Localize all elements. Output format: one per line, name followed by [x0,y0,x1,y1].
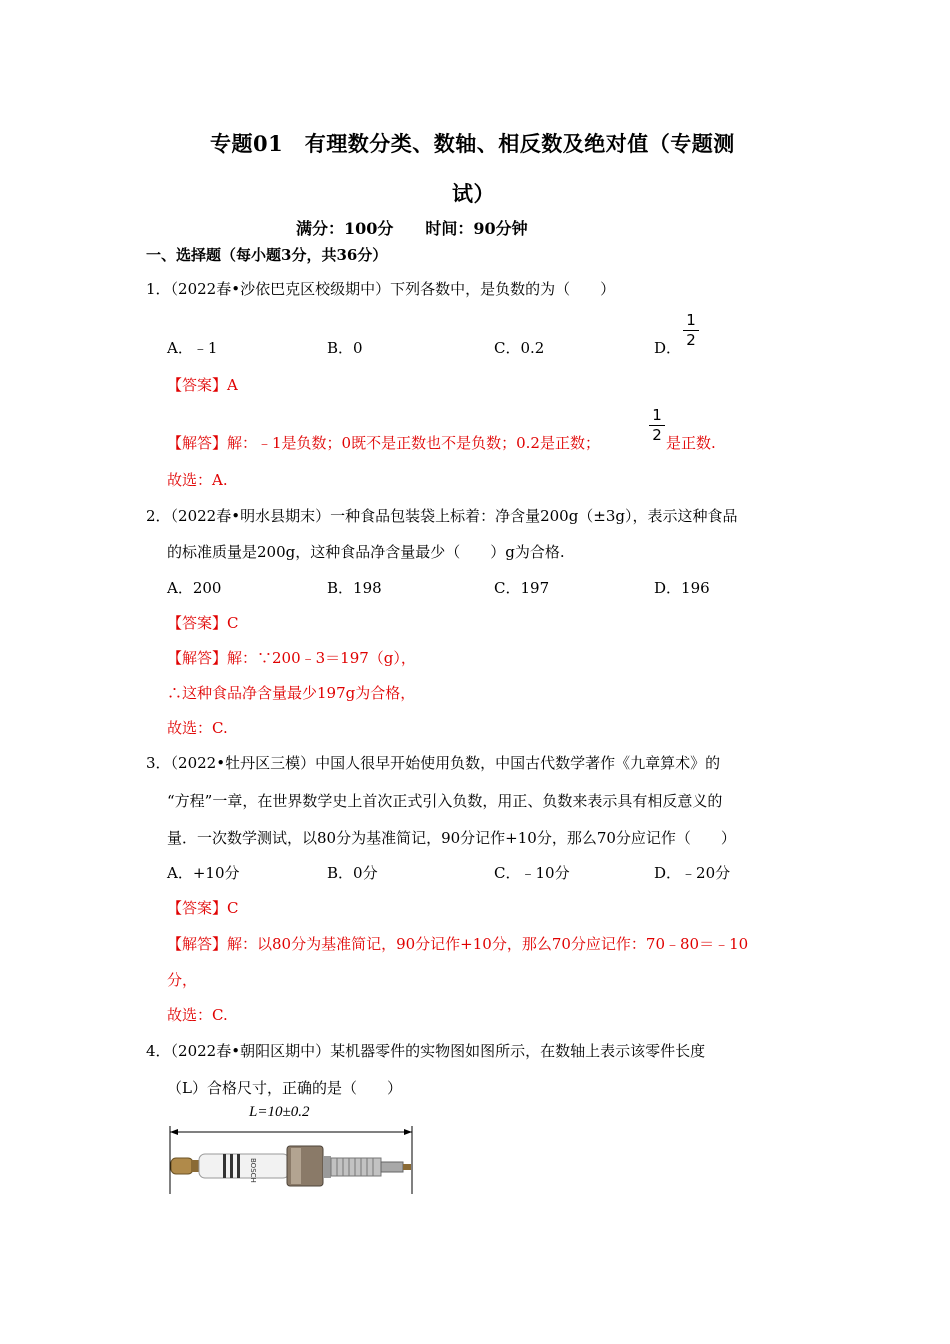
plug-insulator [199,1154,289,1178]
q1-explanation-fraction [649,407,665,444]
q1-option-d-fraction [683,312,699,349]
spark-plug-figure [167,1100,417,1195]
fraction-denominator: 2 [652,426,662,444]
q1-answer: 【答案】A [167,376,238,394]
q2-option-b: B．198 [327,579,382,597]
dimension-label: L=10±0.2 [249,1104,310,1120]
q1-option-b: B．0 [327,339,363,357]
q2-option-a: A．200 [167,579,222,597]
plug-terminal [171,1158,193,1174]
page-title-continued: 试） [452,181,495,206]
page-title: 专题01 有理数分类、数轴、相反数及绝对值（专题测 [210,131,735,156]
q3-answer: 【答案】C [167,899,239,917]
spark-plug-illustration [167,1100,417,1195]
fraction-denominator: 2 [686,331,696,349]
q2-explanation: 【解答】解：∵200﹣3＝197（g）， [167,649,416,667]
fraction-numerator: 1 [652,406,662,424]
question-3-text-cont1: “方程”一章，在世界数学史上首次正式引入负数，用正、负数来表示具有相反意义的 [167,792,723,810]
q1-option-d: D． [654,339,682,357]
exam-meta: 满分：100分 时间：90分钟 [296,219,528,238]
question-4-text-cont: （L）合格尺寸，正确的是（ ） [167,1079,402,1097]
q2-conclusion: 故选：C. [167,719,228,737]
question-4-text: 4．（2022春•朝阳区期中）某机器零件的实物图如图所示，在数轴上表示该零件长度 [146,1042,706,1060]
q2-option-d: D．196 [654,579,710,597]
fraction-numerator: 1 [686,311,696,329]
q2-explanation-cont: ∴这种食品净含量最少197g为合格， [167,684,416,702]
q1-explanation-end: 是正数. [666,434,716,452]
q2-option-c: C．197 [494,579,550,597]
q3-explanation: 【解答】解：以80分为基准简记，90分记作+10分，那么70分应记作：70﹣80＝﹣10 [167,935,749,953]
q3-option-b: B．0分 [327,864,378,882]
dimension-arrow-right [404,1129,412,1135]
q1-explanation: 【解答】解：﹣1是负数；0既不是正数也不是负数；0.2是正数； [167,434,600,452]
q3-explanation-cont: 分， [167,971,198,989]
dimension-arrow-left [170,1129,178,1135]
question-3-text: 3．（2022•牡丹区三模）中国人很早开始使用负数，中国古代数学著作《九章算术》的 [146,754,721,772]
question-3-text-cont2: 量．一次数学测试，以80分为基准简记，90分记作+10分，那么70分应记作（ ） [167,829,736,847]
q3-conclusion: 故选：C. [167,1006,228,1024]
q3-option-a: A．+10分 [167,864,240,882]
q1-option-a: A．﹣1 [167,339,218,357]
q3-option-d: D．﹣20分 [654,864,731,882]
question-1-text: 1．（2022春•沙依巴克区校级期中）下列各数中，是负数的为（ ） [146,280,616,298]
question-2-text-cont: 的标准质量是200g，这种食品净含量最少（ ）g为合格. [167,543,565,561]
q1-option-c: C．0.2 [494,339,545,357]
q1-conclusion: 故选：A. [167,471,228,489]
plug-brand-text: BOSCH [249,1158,257,1183]
section-heading: 一、选择题（每小题3分，共36分） [146,246,388,264]
q2-answer: 【答案】C [167,614,239,632]
question-2-text: 2．（2022春•明水县期末）一种食品包装袋上标着：净含量200g（±3g），表示这种食品 [146,507,738,525]
plug-electrode [381,1162,403,1172]
q3-option-c: C．﹣10分 [494,864,570,882]
